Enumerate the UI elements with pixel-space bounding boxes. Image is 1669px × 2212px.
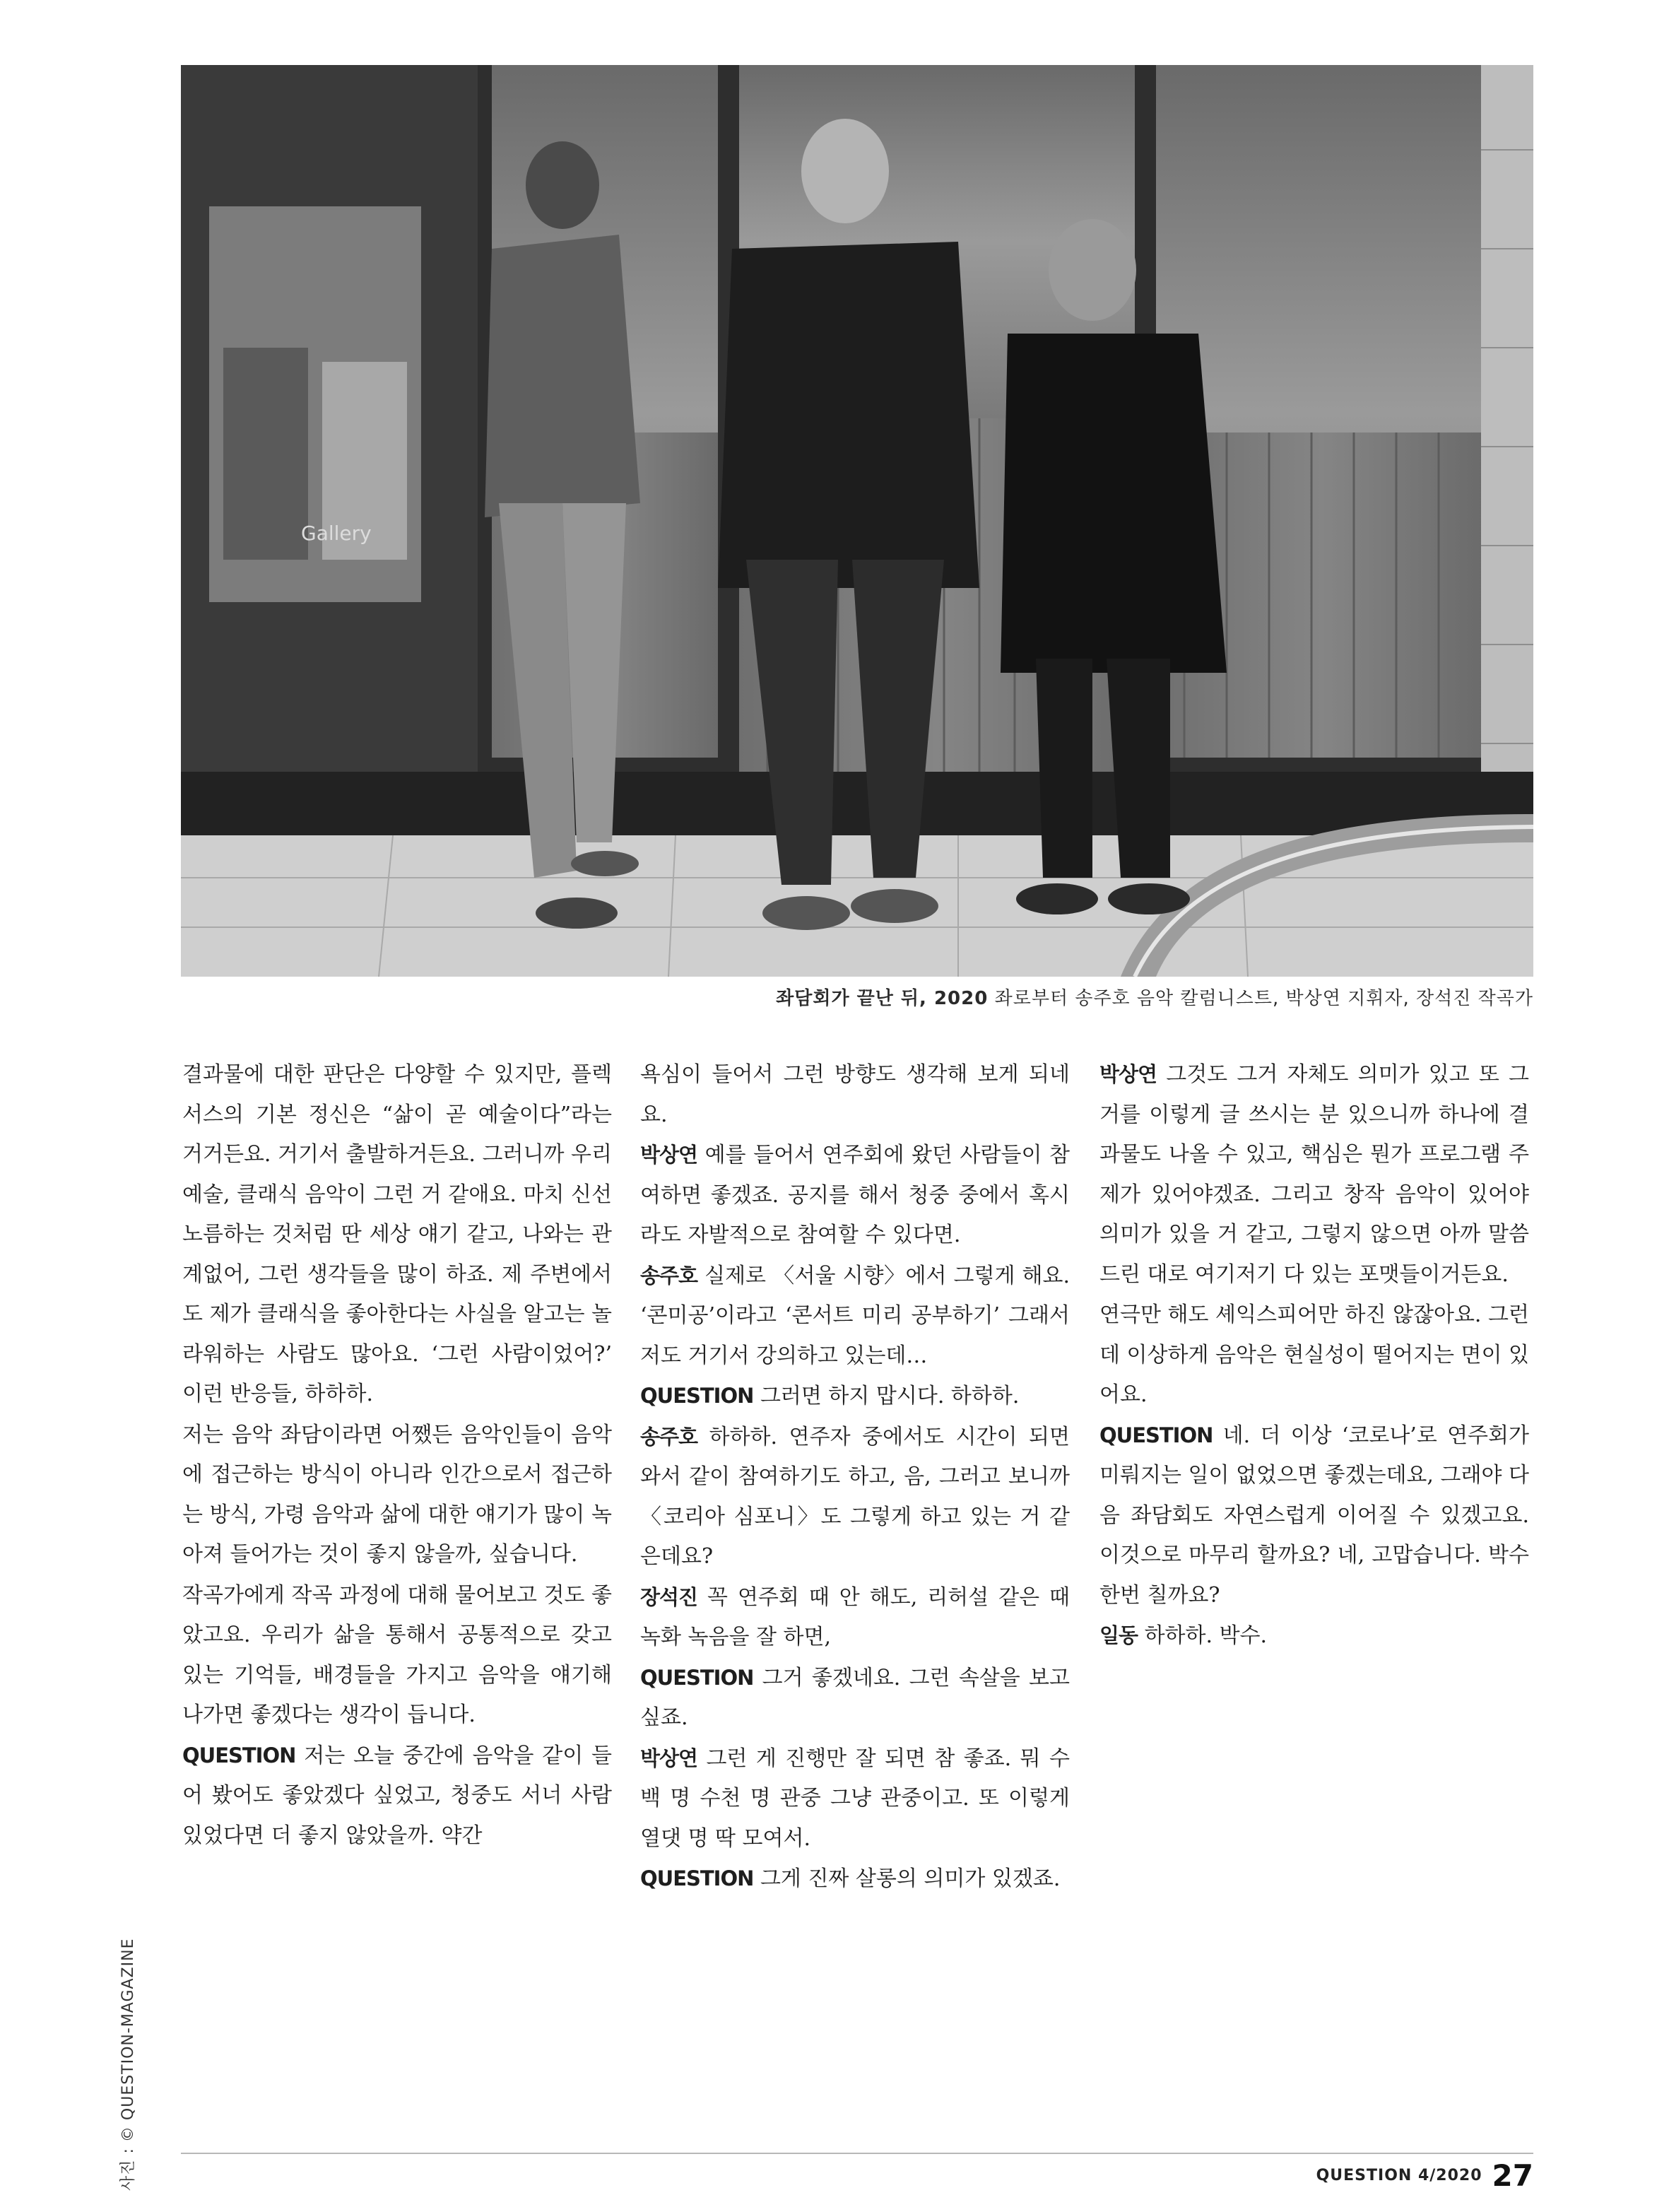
paragraph bbox=[182, 1736, 612, 1857]
paragraph bbox=[640, 1054, 1070, 1135]
paragraph bbox=[1099, 1416, 1529, 1616]
paragraph bbox=[640, 1739, 1070, 1859]
paragraph-text: 욕심이 들어서 그런 방향도 생각해 보게 되네요. bbox=[640, 1062, 1070, 1127]
paragraph-text: 그게 진짜 살롱의 의미가 있겠죠. bbox=[753, 1866, 1061, 1891]
paragraph bbox=[640, 1256, 1070, 1377]
speaker-label: QUESTION bbox=[640, 1866, 754, 1890]
paragraph bbox=[1099, 1054, 1529, 1295]
footer-rule bbox=[181, 2153, 1533, 2154]
paragraph-text: 꼭 연주회 때 안 해도, 리허설 같은 때 녹화 녹음을 잘 하면, bbox=[640, 1584, 1070, 1649]
paragraph-text: 결과물에 대한 판단은 다양할 수 있지만, 플렉서스의 기본 정신은 “삶이 곧 예술이다”라는 거거든요. 거기서 출발하거든요. 그러니까 우리 예술, 클래식 음악이 그런 거 같애요. 마치 신선 노름하는 것처럼 딴 세상 얘기 같고, 나와는 관계없어, 그런 생각들을 많이 하죠. 제 주변에서도 제가 클래식을 좋아한다는 사실을 알고는 놀라워하는 사람도 많아요. ‘그런 사람이었어?’ 이런 반응들, 하하하. bbox=[182, 1062, 612, 1406]
caption-title: 좌담회가 끝난 뒤, 2020 bbox=[776, 988, 989, 1009]
column-3 bbox=[1099, 1054, 1529, 1657]
paragraph-text: 작곡가에게 작곡 과정에 대해 물어보고 것도 좋았고요. 우리가 삶을 통해서 공통적으로 갖고 있는 기억들, 배경들을 가지고 음악을 얘기해 나가면 좋겠다는 생각이 듭니다. bbox=[182, 1582, 612, 1727]
paragraph bbox=[1099, 1616, 1529, 1657]
paragraph-text: 저는 음악 좌담이라면 어쨌든 음악인들이 음악에 접근하는 방식이 아니라 인간으로서 접근하는 방식, 가령 음악과 삶에 대한 얘기가 많이 녹아져 들어가는 것이 좋지 않을까, 싶습니다. bbox=[182, 1422, 612, 1567]
speaker-label: 박상연 bbox=[1099, 1062, 1157, 1086]
paragraph bbox=[1099, 1295, 1529, 1416]
page-number: 27 bbox=[1492, 2158, 1533, 2193]
paragraph-text: 그거 좋겠네요. 그런 속살을 보고 싶죠. bbox=[640, 1665, 1070, 1730]
speaker-label: 장석진 bbox=[640, 1584, 698, 1609]
paragraph bbox=[182, 1575, 612, 1736]
speaker-label: QUESTION bbox=[640, 1384, 754, 1408]
speaker-label: 송주호 bbox=[640, 1263, 698, 1288]
paragraph-text: 네. 더 이상 ‘코로나’로 연주회가 미뤄지는 일이 없었으면 좋겠는데요, 그래야 다음 좌담회도 자연스럽게 이어질 수 있겠고요. 이것으로 마무리 할까요? 네, 고맙습니다. 박수 한번 칠까요? bbox=[1099, 1423, 1529, 1608]
paragraph bbox=[640, 1658, 1070, 1739]
magazine-issue: QUESTION 4/2020 bbox=[1316, 2167, 1482, 2184]
speaker-label: 일동 bbox=[1099, 1623, 1138, 1647]
speaker-label: QUESTION bbox=[182, 1743, 296, 1767]
group-photo bbox=[181, 65, 1533, 977]
paragraph bbox=[182, 1415, 612, 1575]
speaker-label: QUESTION bbox=[1099, 1423, 1213, 1447]
paragraph-text: 예를 들어서 연주회에 왔던 사람들이 참여하면 좋겠죠. 공지를 해서 청중 중에서 혹시라도 자발적으로 참여할 수 있다면. bbox=[640, 1143, 1070, 1247]
speaker-label: QUESTION bbox=[640, 1665, 754, 1690]
paragraph-text: 하하하. 박수. bbox=[1138, 1623, 1268, 1648]
paragraph-text: 그것도 그거 자체도 의미가 있고 또 그거를 이렇게 글 쓰시는 분 있으니까 하나에 결과물도 나올 수 있고, 핵심은 뭔가 프로그램 주제가 있어야겠죠. 그리고 창작 음악이 있어야 의미가 있을 거 같고, 그렇지 않으면 아까 말씀드린 대로 여기저기 다 있는 포맷들이거든요. bbox=[1099, 1062, 1529, 1287]
paragraph bbox=[640, 1135, 1070, 1256]
paragraph bbox=[640, 1577, 1070, 1658]
caption-text: 좌로부터 송주호 음악 칼럼니스트, 박상연 지휘자, 장석진 작곡가 bbox=[988, 988, 1533, 1009]
paragraph bbox=[640, 1859, 1070, 1900]
paragraph-text: 저는 오늘 중간에 음악을 같이 들어 봤어도 좋았겠다 싶었고, 청중도 서너 사람 있었다면 더 좋지 않았을까. 약간 bbox=[182, 1743, 612, 1848]
photo-illustration bbox=[181, 65, 1533, 977]
photo-caption bbox=[776, 984, 1533, 1010]
page-footer bbox=[1316, 2158, 1533, 2193]
column-1 bbox=[182, 1054, 612, 1856]
gallery-sign-text: Gallery bbox=[301, 522, 372, 545]
paragraph-text: 하하하. 연주자 중에서도 시간이 되면 와서 같이 참여하기도 하고, 음, 그러고 보니까 〈코리아 심포니〉도 그렇게 하고 있는 거 같은데요? bbox=[640, 1424, 1070, 1569]
paragraph bbox=[640, 1376, 1070, 1417]
speaker-label: 박상연 bbox=[640, 1746, 698, 1770]
speaker-label: 송주호 bbox=[640, 1424, 698, 1449]
paragraph-text: 실제로 〈서울 시향〉에서 그렇게 해요. ‘콘미공’이라고 ‘콘서트 미리 공부하기’ 그래서 저도 거기서 강의하고 있는데… bbox=[640, 1263, 1070, 1368]
paragraph bbox=[182, 1054, 612, 1415]
paragraph-text: 연극만 해도 셰익스피어만 하진 않잖아요. 그런데 이상하게 음악은 현실성이 떨어지는 면이 있어요. bbox=[1099, 1302, 1529, 1407]
paragraph bbox=[640, 1417, 1070, 1577]
column-2 bbox=[640, 1054, 1070, 1900]
paragraph-text: 그런 게 진행만 잘 되면 참 좋죠. 뭐 수백 명 수천 명 관중 그냥 관중이고. 또 이렇게 열댓 명 딱 모여서. bbox=[640, 1746, 1070, 1851]
speaker-label: 박상연 bbox=[640, 1143, 698, 1167]
paragraph-text: 그러면 하지 맙시다. 하하하. bbox=[753, 1384, 1020, 1408]
photo-credit-text: 사진 : © QUESTION-MAGAZINE bbox=[119, 1938, 137, 2191]
photo-credit bbox=[112, 1852, 140, 2191]
